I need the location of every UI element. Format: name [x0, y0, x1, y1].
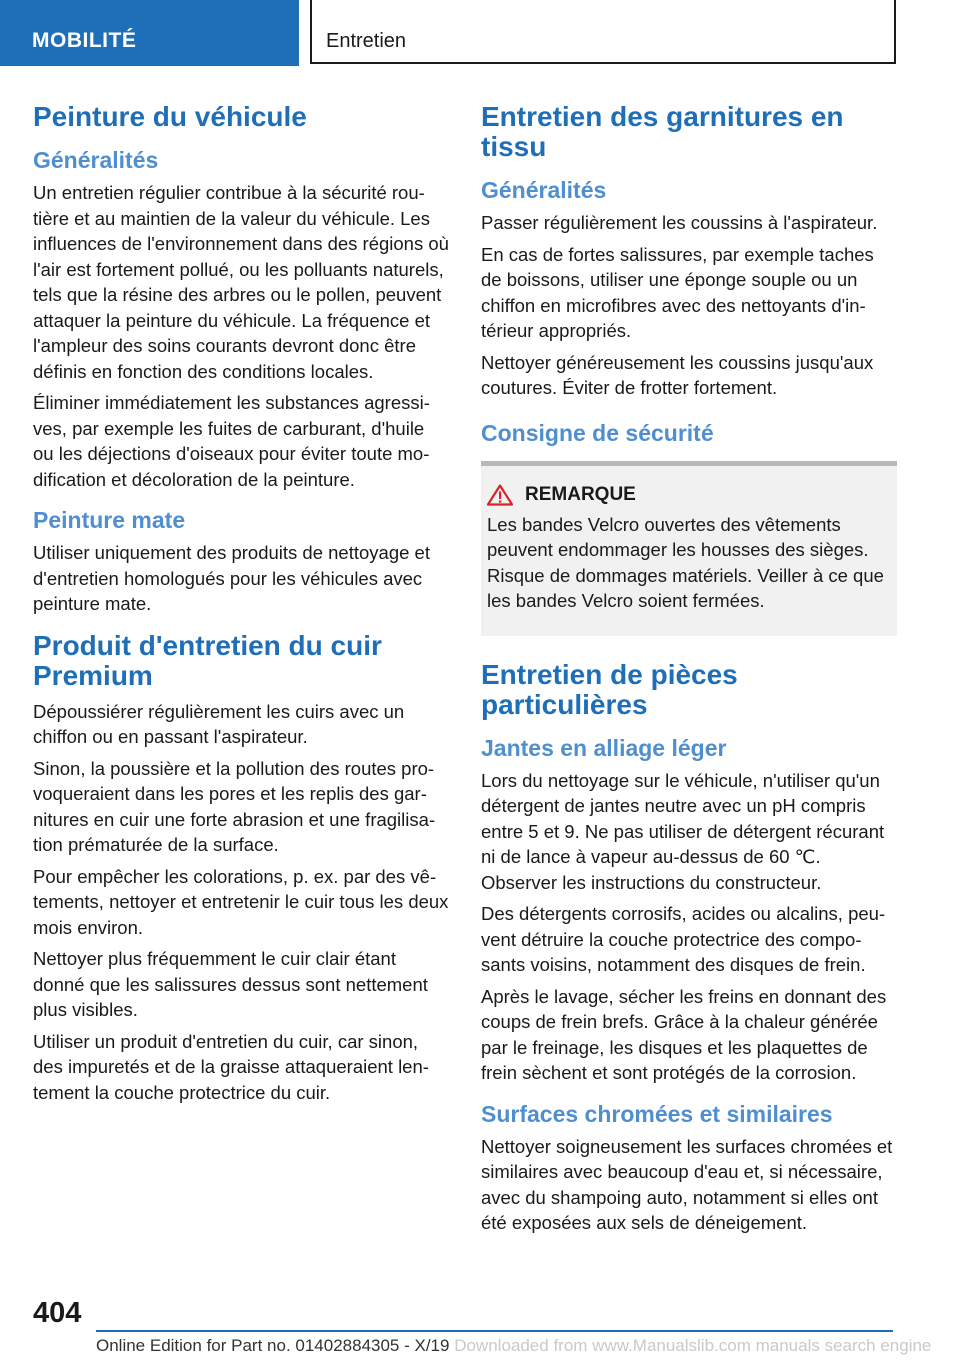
edition-text: Online Edition for Part no. 01402884305 - X/19: [96, 1336, 450, 1355]
heading-leather: Produit d'entretien du cuir Premium: [33, 629, 382, 691]
page-header: [0, 0, 960, 66]
section-tab: MOBILITÉ: [0, 0, 299, 66]
paragraph: Nettoyer plus fréquemment le cuir clair étant donné que les salissures dessus sont nettement plus visibles.: [33, 948, 428, 1020]
subheading-rims: Jantes en alliage léger: [481, 734, 727, 761]
paragraph: Éliminer immédiatement les substances agressives, par exemple les fuites de carburant, d'huile ou les déjections d'oiseaux pour éviter toute modification et décoloration de la peinture.: [33, 392, 430, 490]
paragraph: Lors du nettoyage sur le véhicule, n'utiliser qu'un détergent de jantes neutre avec un pH compris entre 5 et 9. Ne pas utiliser de détergent récurant ni de lance à vapeur au-dessus de 60 ℃. Observer les instructions du constructeur.: [481, 769, 885, 893]
subheading-general: Généralités: [481, 177, 607, 203]
paragraph: Nettoyer généreusement les coussins jusqu'aux coutures. Éviter de frotter fortement.: [481, 351, 874, 398]
subheading-safety: Consigne de sécurité: [481, 419, 714, 446]
right-column: [481, 96, 897, 1242]
notice-text: Les bandes Velcro ouvertes des vêtements peuvent endommager les housses des sièges. Risque de dommages matériels. Veiller à ce que les bandes Velcro soient fermées.: [487, 513, 884, 611]
paragraph: Après le lavage, sécher les freins en donnant des coups de frein brefs. Grâce à la chaleur générée par le freinage, les disques et les plaquettes de frein sèchent et sont protégés de la corrosion.: [481, 985, 887, 1083]
warning-triangle-icon: [487, 484, 513, 506]
chapter-title: Entretien: [310, 0, 896, 64]
footer-rule: [96, 1330, 893, 1332]
paragraph: Pour empêcher les colorations, p. ex. par des vêtements, nettoyer et entretenir le cuir tous les deux mois environ.: [33, 865, 449, 938]
paragraph: Utiliser uniquement des produits de nettoyage et d'entretien homologués pour les véhicules avec peinture mate.: [33, 542, 430, 614]
footer-edition: [96, 1336, 932, 1356]
subheading-chrome: Surfaces chromées et similaires: [481, 1100, 833, 1127]
notice-header: [487, 484, 891, 506]
left-column: [33, 96, 449, 1111]
paragraph: Des détergents corrosifs, acides ou alcalins, peuvent détruire la couche protectrice des composants voisins, notamment des disques de frein.: [481, 903, 886, 975]
watermark-text: Downloaded from www.Manualslib.com manuals search engine: [454, 1336, 932, 1355]
paragraph: Dépoussiérer régulièrement les cuirs avec un chiffon ou en passant l'aspirateur.: [33, 700, 405, 747]
heading-parts: Entretien de pièces particulières: [481, 658, 738, 720]
heading-fabric: Entretien des garnitures en tissu: [481, 101, 844, 162]
paragraph: En cas de fortes salissures, par exemple taches de boissons, utiliser une éponge souple ou un chiffon en microfibres avec des nettoyants d'intérieur appropriés.: [481, 243, 874, 341]
paragraph: Passer régulièrement les coussins à l'aspirateur.: [481, 212, 878, 233]
paragraph: Sinon, la poussière et la pollution des routes provoqueraient dans les pores et les replis des garnitures en cuir une forte abrasion et une fragilisation prématurée de la surface.: [33, 757, 436, 855]
page-number: 404: [33, 1297, 82, 1329]
paragraph: Nettoyer soigneusement les surfaces chromées et similaires avec beaucoup d'eau et, si nécessaire, avec du shampoing auto, notamment si elles ont été exposées aux sels de déneigement.: [481, 1135, 893, 1233]
notice-box: [481, 461, 897, 636]
notice-title: REMARQUE: [525, 483, 636, 505]
subheading-matte: Peinture mate: [33, 507, 186, 533]
paragraph: Utiliser un produit d'entretien du cuir, car sinon, des impuretés et de la graisse attaqueraient lentement la couche protectrice du cuir.: [33, 1030, 429, 1103]
heading-paint: Peinture du véhicule: [33, 101, 307, 132]
subheading-general: Généralités: [33, 147, 159, 173]
paragraph: Un entretien régulier contribue à la sécurité routière et au maintien de la valeur du véhicule. Les influences de l'environnement dans des régions où l'air est fortement pollué, ou les polluants naturels, tels que la résine des arbres ou le pollen, peuvent attaquer la peinture du véhicule. La fréquence et l'ampleur des soins courants devront donc être définis en fonction des conditions locales.: [33, 182, 449, 382]
